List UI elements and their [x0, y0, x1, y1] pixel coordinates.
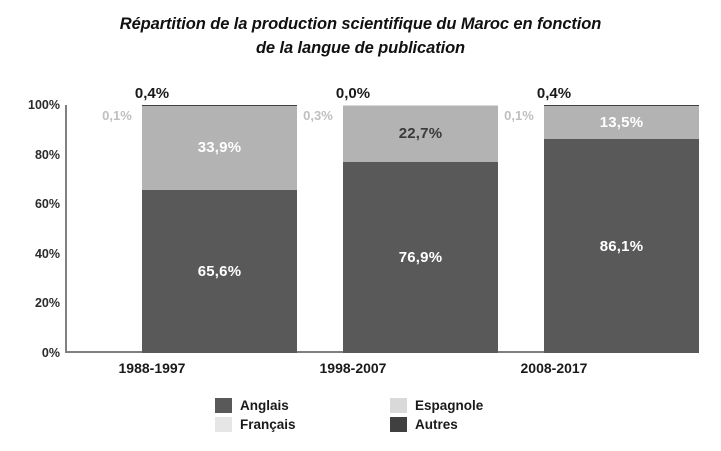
chart-title-line-1: Répartition de la production scientifique du Maroc en fonction: [119, 15, 602, 33]
y-tick-60: 60%: [34, 197, 60, 212]
legend-item-anglais[interactable]: [215, 398, 390, 413]
y-tick-40: 40%: [34, 246, 60, 261]
segment-label-francais-2: 22,7%: [398, 125, 443, 143]
plot-area: [67, 105, 690, 353]
y-tick-0: 0%: [41, 346, 60, 360]
bar-column-1988-1997[interactable]: [142, 105, 297, 353]
legend-swatch-icon-autres: [390, 417, 407, 432]
x-tick-2008-2017: 2008-2017: [520, 360, 588, 376]
segment-label-anglais-2: 76,9%: [398, 249, 443, 267]
chart-legend: [215, 398, 615, 432]
y-axis: [0, 98, 60, 360]
x-tick-1988-1997: 1988-1997: [118, 360, 186, 376]
annotation-autres-2: 0,0%: [335, 85, 371, 102]
segment-label-francais-3: 13,5%: [599, 114, 644, 132]
legend-item-francais[interactable]: [215, 417, 390, 432]
annotation-autres-3: 0,4%: [536, 85, 572, 102]
legend-swatch-icon-francais: [215, 417, 232, 432]
legend-item-autres[interactable]: [390, 417, 590, 432]
y-tick-100: 100%: [28, 98, 60, 112]
segment-label-anglais-3: 86,1%: [599, 237, 644, 255]
segment-anglais-2[interactable]: [343, 162, 498, 353]
x-tick-1998-2007: 1998-2007: [319, 360, 387, 376]
legend-label-autres: Autres: [415, 417, 458, 432]
annotation-autres-1: 0,4%: [134, 85, 170, 102]
segment-label-francais-1: 33,9%: [197, 139, 242, 157]
chart-title-line-2: de la langue de publication: [255, 39, 466, 57]
annotation-espagnole-2: 0,3%: [303, 108, 333, 123]
annotation-espagnole-3: 0,1%: [504, 108, 534, 123]
annotation-espagnole-1: 0,1%: [102, 108, 132, 123]
y-tick-20: 20%: [34, 296, 60, 311]
segment-anglais-3[interactable]: [544, 139, 699, 353]
segment-label-anglais-1: 65,6%: [197, 262, 242, 280]
legend-item-espagnole[interactable]: [390, 398, 590, 413]
legend-label-francais: Français: [240, 417, 296, 432]
bar-column-2008-2017[interactable]: [544, 105, 699, 353]
legend-swatch-icon-espagnole: [390, 398, 407, 413]
legend-label-anglais: Anglais: [240, 398, 289, 413]
segment-anglais-1[interactable]: [142, 190, 297, 353]
legend-swatch-icon-anglais: [215, 398, 232, 413]
y-tick-80: 80%: [34, 147, 60, 162]
bar-column-1998-2007[interactable]: [343, 105, 498, 353]
legend-label-espagnole: Espagnole: [415, 398, 484, 413]
chart-title: [0, 12, 721, 60]
